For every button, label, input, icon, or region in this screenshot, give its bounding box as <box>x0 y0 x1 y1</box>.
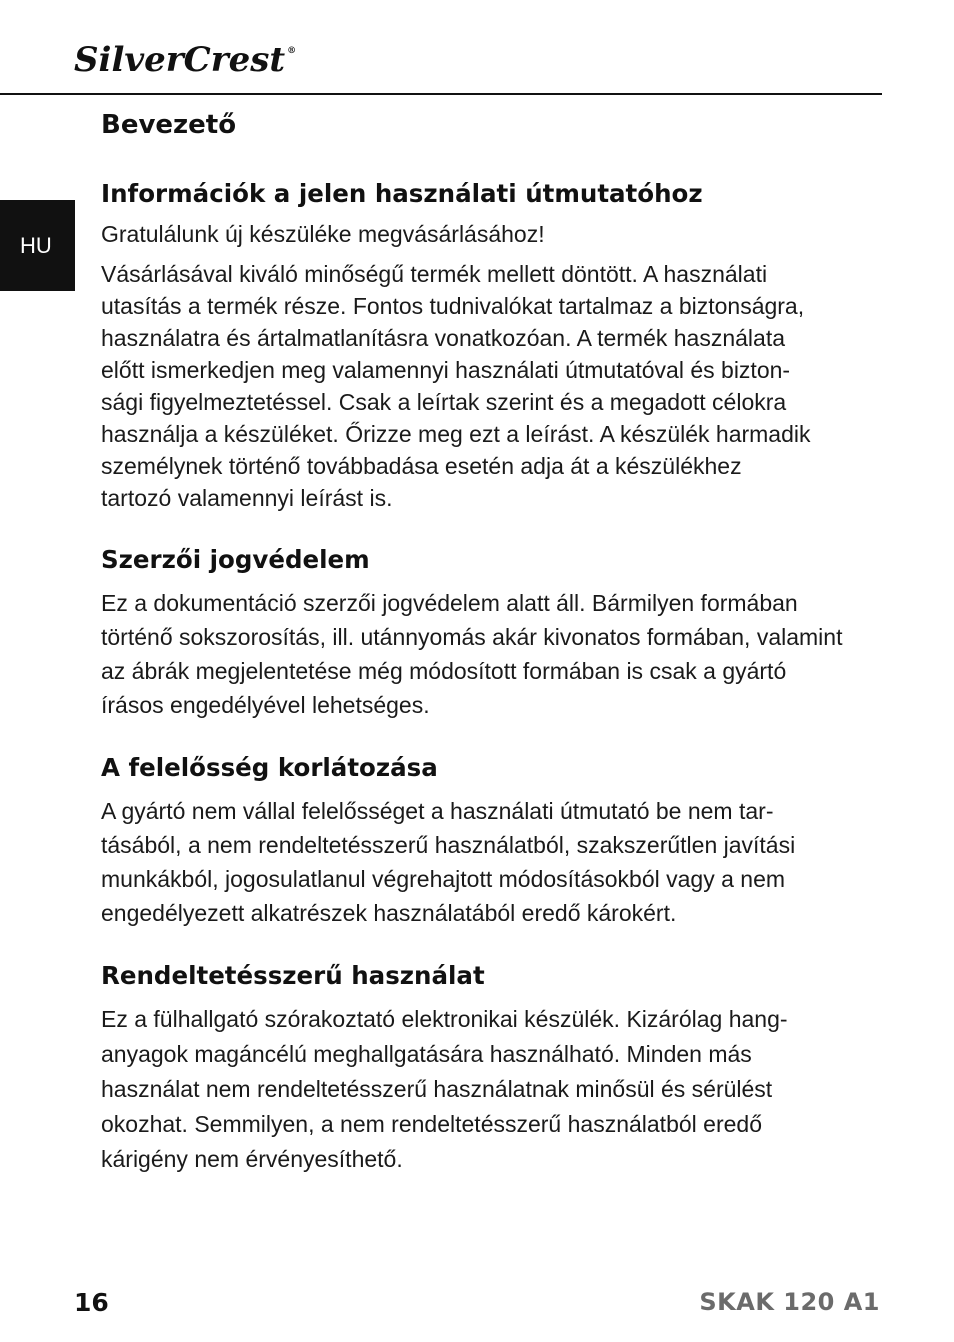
main-content <box>101 108 871 1177</box>
text-line: A gyártó nem vállal felelősséget a használati útmutató be nem tar- <box>101 798 774 824</box>
text-line: Gratulálunk új készüléke megvásárlásához! <box>101 221 545 247</box>
section-heading: Rendeltetésszerű használat <box>101 961 485 990</box>
section-heading: Szerzői jogvédelem <box>101 545 370 574</box>
text-line: az ábrák megjelentetése még módosított formában is csak a gyártó <box>101 658 787 684</box>
text-line: használat nem rendeltetésszerű használatnak minősül és sérülést <box>101 1076 773 1102</box>
text-line: írásos engedélyével lehetséges. <box>101 692 430 718</box>
text-line: személynek történő továbbadása esetén adja át a készülékhez <box>101 453 742 479</box>
section-heading: Információk a jelen használati útmutatóhoz <box>101 179 703 208</box>
paragraph <box>101 258 871 514</box>
text-line: Vásárlásával kiváló minőségű termék mellett döntött. A használati <box>101 261 768 287</box>
text-line: Ez a fülhallgató szórakoztató elektronikai készülék. Kizárólag hang- <box>101 1006 788 1032</box>
text-line: munkákból, jogosulatlanul végrehajtott módosításokból vagy a nem <box>101 866 786 892</box>
language-tab: HU <box>0 200 75 291</box>
text-line: Ez a dokumentáció szerzői jogvédelem alatt áll. Bármilyen formában <box>101 590 798 616</box>
logo-text: SilverCrest <box>74 40 286 80</box>
paragraph <box>101 794 871 930</box>
registered-mark: ® <box>287 46 297 56</box>
text-line: történő sokszorosítás, ill. utánnyomás akár kivonatos formában, valamint <box>101 624 843 650</box>
text-line: használatra és ártalmatlanításra vonatkozóan. A termék használata <box>101 325 786 351</box>
text-line: utasítás a termék része. Fontos tudnivalókat tartalmaz a biztonságra, <box>101 293 805 319</box>
text-line: használja a készüléket. Őrizze meg ezt a leírást. A készülék harmadik <box>101 421 811 447</box>
text-line: anyagok magáncélú meghallgatására használható. Minden más <box>101 1041 752 1067</box>
paragraph <box>101 586 871 722</box>
header-divider <box>0 93 882 95</box>
page-number: 16 <box>74 1288 109 1317</box>
text-line: kárigény nem érvényesíthető. <box>101 1146 403 1172</box>
text-line: előtt ismerkedjen meg valamennyi használati útmutatóval és bizton- <box>101 357 791 383</box>
text-line: tásából, a nem rendeltetésszerű használatból, szakszerűtlen javítási <box>101 832 796 858</box>
text-line: engedélyezett alkatrészek használatából eredő károkért. <box>101 900 677 926</box>
paragraph <box>101 218 871 250</box>
section-heading: A felelősség korlátozása <box>101 753 438 782</box>
model-number: SKAK 120 A1 <box>699 1288 880 1316</box>
page-title: Bevezető <box>101 110 237 140</box>
text-line: sági figyelmeztetéssel. Csak a leírtak szerint és a megadott célokra <box>101 389 787 415</box>
brand-logo <box>74 40 296 80</box>
text-line: okozhat. Semmilyen, a nem rendeltetésszerű használatból eredő <box>101 1111 762 1137</box>
text-line: tartozó valamennyi leírást is. <box>101 485 393 511</box>
paragraph <box>101 1002 871 1177</box>
